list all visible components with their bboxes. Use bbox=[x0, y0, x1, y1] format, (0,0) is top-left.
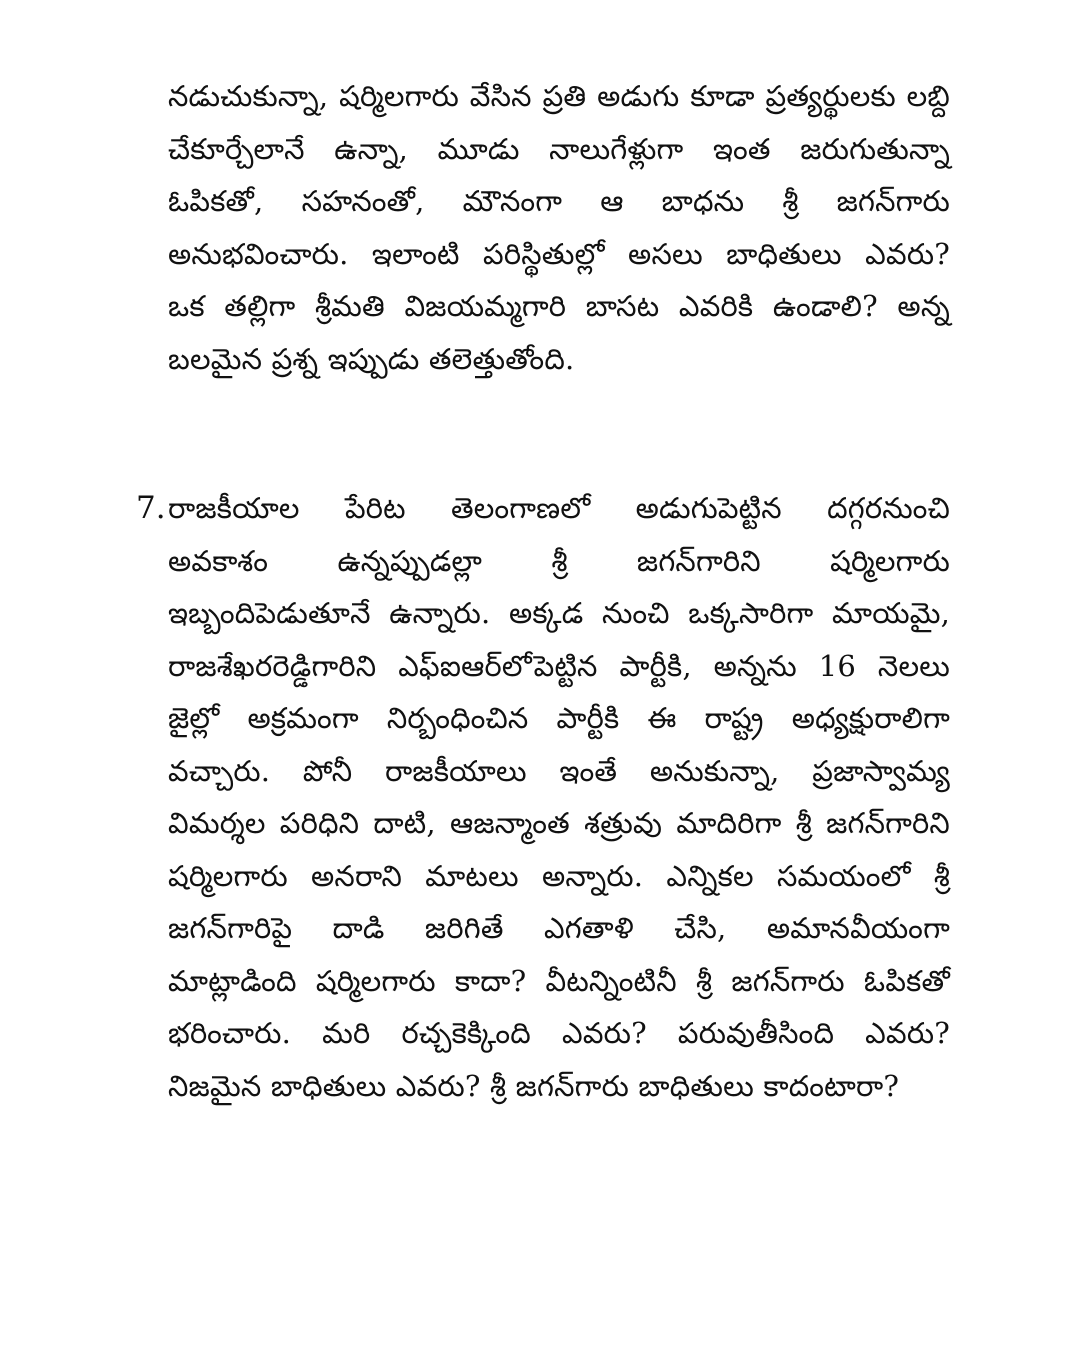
paragraph-line: ఓపికతో, సహనంతో, మౌనంగా ఆ బాధను శ్రీ జగన్‌గారు bbox=[168, 184, 950, 218]
paragraph-line: జైల్లో అక్రమంగా నిర్బంధించిన పార్టీకి ఈ రాష్ట్ర అధ్యక్షురాలిగా bbox=[168, 701, 950, 735]
paragraph-line: జగన్‌గారిపై దాడి జరిగితే ఎగతాళి చేసి, అమానవీయంగా bbox=[168, 911, 950, 945]
paragraph-line: విమర్శల పరిధిని దాటి, ఆజన్మాంత శత్రువు మాదిరిగా శ్రీ జగన్‌గారిని bbox=[168, 806, 950, 840]
numbered-paragraph-7 bbox=[136, 482, 950, 1112]
paragraph-line: ఒక తల్లిగా శ్రీమతి విజయమ్మగారి బాసట ఎవరికి ఉండాలి? అన్న bbox=[168, 289, 950, 323]
paragraph-line: అనుభవించారు. ఇలాంటి పరిస్థితుల్లో అసలు బాధితులు ఎవరు? bbox=[168, 236, 950, 271]
paragraph-line: భరించారు. మరి రచ్చకెక్కింది ఎవరు? పరువుతీసింది ఎవరు? bbox=[168, 1016, 950, 1050]
paragraph-line: షర్మిలగారు అనరాని మాటలు అన్నారు. ఎన్నికల సమయంలో శ్రీ bbox=[168, 858, 950, 893]
paragraph-line: అవకాశం ఉన్నప్పుడల్లా శ్రీ జగన్‌గారిని షర్మిలగారు bbox=[168, 543, 950, 578]
paragraph-line: వచ్చారు. పోనీ రాజకీయాలు ఇంతే అనుకున్నా, ప్రజాస్వామ్య bbox=[168, 753, 950, 788]
paragraph-line: రాజకీయాల పేరిట తెలంగాణలో అడుగుపెట్టిన దగ్గరనుంచి bbox=[168, 491, 950, 525]
paragraph-line: ఇబ్బందిపెడుతూనే ఉన్నారు. అక్కడ నుంచి ఒక్కసారిగా మాయమై, bbox=[168, 596, 950, 630]
item-number: 7. bbox=[136, 490, 166, 526]
paragraph-line: నడుచుకున్నా, షర్మిలగారు వేసిన ప్రతి అడుగు కూడా ప్రత్యర్థులకు లబ్ది bbox=[168, 79, 950, 113]
paragraph-line: రాజశేఖరరెడ్డిగారిని ఎఫ్ఐఆర్‌లోపెట్టిన పార్టీకి, అన్నను 16 నెలలు bbox=[168, 648, 950, 683]
paragraph-continued bbox=[168, 70, 950, 385]
paragraph-line: బలమైన ప్రశ్న ఇప్పుడు తలెత్తుతోంది. bbox=[168, 341, 575, 376]
paragraph-line: చేకూర్చేలానే ఉన్నా, మూడు నాలుగేళ్లుగా ఇంత జరుగుతున్నా bbox=[168, 131, 950, 166]
paragraph-line: మాట్లాడింది షర్మిలగారు కాదా? వీటన్నింటినీ శ్రీ జగన్‌గారు ఓపికతో bbox=[168, 963, 950, 998]
paragraph-line: నిజమైన బాధితులు ఎవరు? శ్రీ జగన్‌గారు బాధితులు కాదంటారా? bbox=[168, 1068, 900, 1103]
